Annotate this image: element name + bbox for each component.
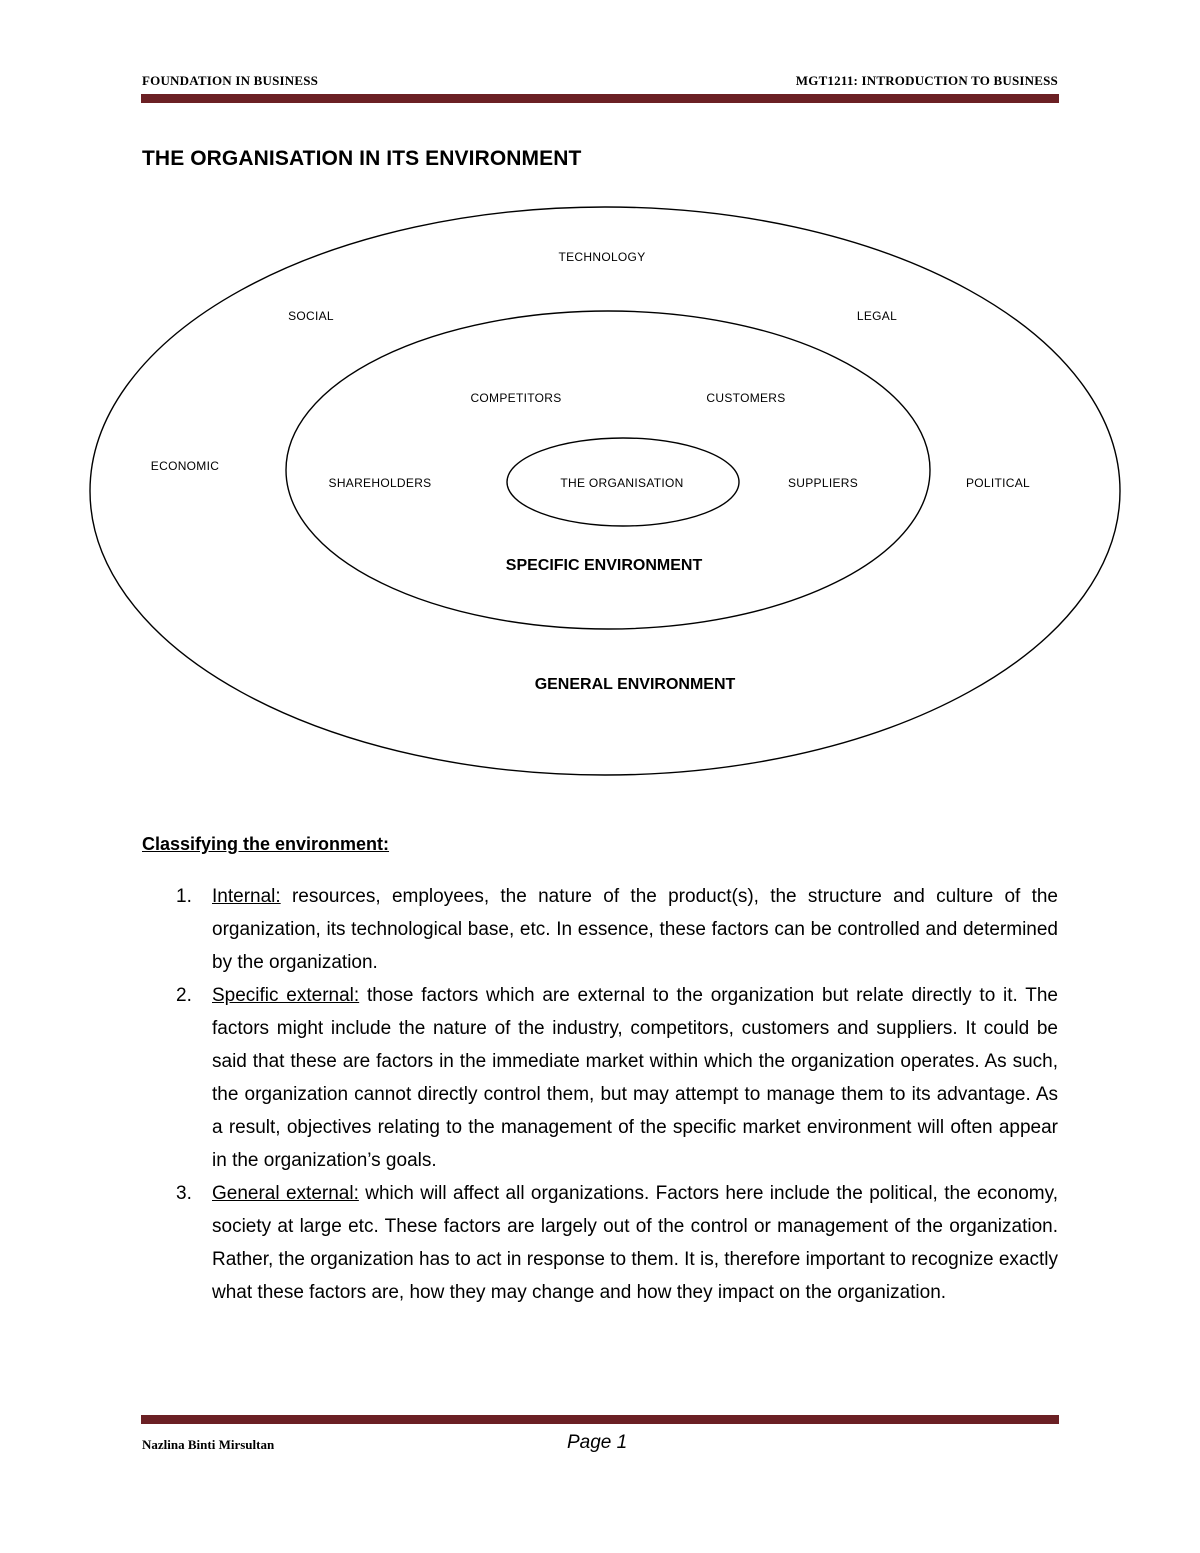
list-item-number: 3. (176, 1183, 192, 1204)
specific-environment-ellipse (286, 311, 930, 629)
page-title: THE ORGANISATION IN ITS ENVIRONMENT (142, 147, 582, 170)
list-item-text: which will affect all organizations. Factors here include the political, the economy, society at large etc. These factors are largely out of the control or management of the organization. Rather, the organization has to act in response to them. It is, therefore important to recognize exactly what these factors are, how they may change and how they impact on the organization. (212, 1183, 1058, 1303)
factor-technology: TECHNOLOGY (558, 250, 646, 264)
list-item-term: Specific external: (212, 985, 360, 1006)
general-environment-label: GENERAL ENVIRONMENT (534, 676, 736, 693)
list-item (142, 880, 1058, 979)
section-heading: Classifying the environment: (142, 834, 390, 854)
factor-social: SOCIAL (288, 309, 334, 323)
factor-political: POLITICAL (965, 476, 1031, 490)
list-item-number: 2. (176, 985, 192, 1006)
specific-environment-label: SPECIFIC ENVIRONMENT (505, 557, 703, 574)
organisation-label: THE ORGANISATION (560, 476, 684, 490)
list-item-number: 1. (176, 886, 192, 907)
footer-rule (141, 1415, 1059, 1424)
list-item-term: Internal: (212, 886, 281, 907)
factor-economic: ECONOMIC (150, 459, 220, 473)
environment-diagram (0, 190, 1200, 790)
factor-legal: LEGAL (856, 309, 898, 323)
header-course-title: FOUNDATION IN BUSINESS (142, 73, 319, 88)
factor-competitors: COMPETITORS (470, 391, 562, 405)
factor-customers: CUSTOMERS (706, 391, 786, 405)
header-module-title: MGT1211: INTRODUCTION TO BUSINESS (795, 73, 1058, 88)
factor-suppliers: SUPPLIERS (787, 476, 859, 490)
list-item (142, 979, 1058, 1177)
header-rule (141, 94, 1059, 103)
factor-shareholders: SHAREHOLDERS (328, 476, 432, 490)
list-item-text: those factors which are external to the organization but relate directly to it. The factors might include the nature of the industry, competitors, customers and suppliers. It could be said that these are factors in the immediate market within which the organization operates. As such, the organization cannot directly control them, but may attempt to manage them to its advantage. As a result, objectives relating to the management of the specific market environment will often appear in the organization’s goals. (212, 985, 1058, 1171)
list-item-term: General external: (212, 1183, 359, 1204)
list-item-text: resources, employees, the nature of the product(s), the structure and culture of the organization, its technological base, etc. In essence, these factors can be controlled and determined by the organization. (212, 886, 1058, 973)
list-item (142, 1177, 1058, 1309)
footer-author: Nazlina Binti Mirsultan (142, 1437, 275, 1452)
footer-page-number: Page 1 (567, 1432, 628, 1453)
classification-list (142, 880, 1058, 1309)
